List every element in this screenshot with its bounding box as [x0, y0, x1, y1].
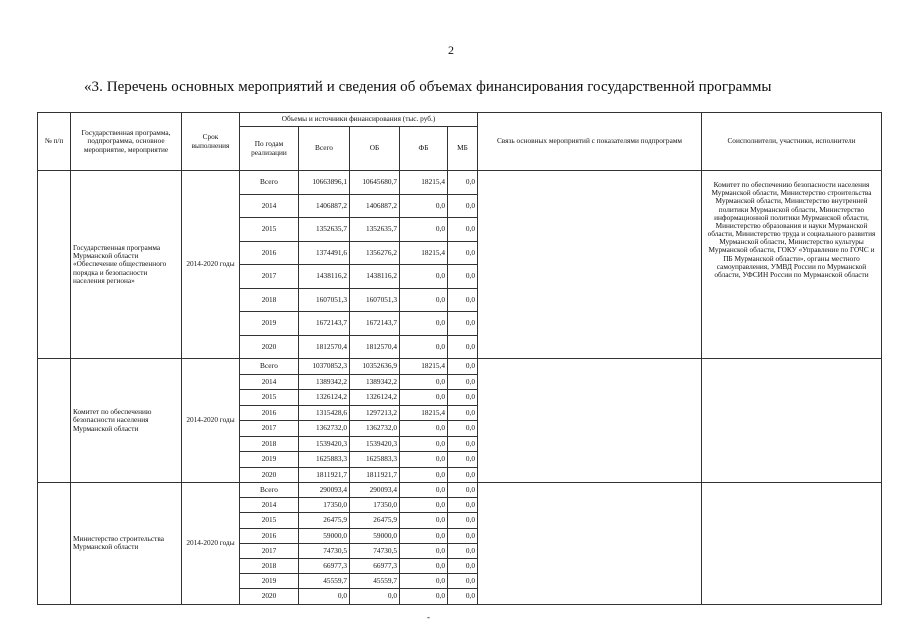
ob-cell: 1672143,7 [350, 312, 400, 336]
term-cell: 2014-2020 годы [182, 483, 240, 605]
executors-cell [702, 483, 882, 605]
mb-cell: 0,0 [448, 288, 478, 312]
year-cell: 2015 [240, 218, 299, 242]
year-cell: 2014 [240, 374, 299, 390]
fb-cell: 0,0 [400, 374, 448, 390]
year-cell: 2015 [240, 513, 299, 528]
fb-cell: 0,0 [400, 543, 448, 558]
mb-cell: 0,0 [448, 498, 478, 513]
fb-cell: 0,0 [400, 436, 448, 452]
header-total: Всего [299, 127, 350, 171]
total-cell: 1389342,2 [299, 374, 350, 390]
fb-cell: 0,0 [400, 513, 448, 528]
total-cell: 17350,0 [299, 498, 350, 513]
program-name-cell: Министерство строительства Мурманской области [71, 483, 182, 605]
total-cell: 1625883,3 [299, 452, 350, 468]
fb-cell: 18215,4 [400, 405, 448, 421]
mb-cell: 0,0 [448, 405, 478, 421]
fb-cell: 18215,4 [400, 359, 448, 375]
total-cell: 1352635,7 [299, 218, 350, 242]
fb-cell: 18215,4 [400, 241, 448, 265]
mb-cell: 0,0 [448, 483, 478, 498]
year-cell: 2016 [240, 405, 299, 421]
footer-mark: - [427, 612, 430, 622]
year-cell: 2017 [240, 543, 299, 558]
ob-cell: 1625883,3 [350, 452, 400, 468]
year-cell: 2018 [240, 558, 299, 573]
total-cell: 66977,3 [299, 558, 350, 573]
header-mb: МБ [448, 127, 478, 171]
mb-cell: 0,0 [448, 543, 478, 558]
year-cell: 2018 [240, 436, 299, 452]
year-cell: 2016 [240, 241, 299, 265]
mb-cell: 0,0 [448, 390, 478, 406]
ob-cell: 59000,0 [350, 528, 400, 543]
fb-cell: 0,0 [400, 558, 448, 573]
year-cell: 2020 [240, 589, 299, 604]
fb-cell: 0,0 [400, 312, 448, 336]
mb-cell: 0,0 [448, 589, 478, 604]
ob-cell: 17350,0 [350, 498, 400, 513]
mb-cell: 0,0 [448, 558, 478, 573]
header-executors: Соисполнители, участники, исполнители [702, 113, 882, 171]
year-cell: 2014 [240, 498, 299, 513]
total-cell: 45559,7 [299, 574, 350, 589]
fb-cell: 0,0 [400, 589, 448, 604]
year-cell: 2017 [240, 265, 299, 289]
header-years: По годам реализации [240, 127, 299, 171]
fb-cell: 0,0 [400, 335, 448, 359]
ob-cell: 10645680,7 [350, 171, 400, 195]
ob-cell: 1811921,7 [350, 467, 400, 483]
fb-cell: 0,0 [400, 467, 448, 483]
mb-cell: 0,0 [448, 194, 478, 218]
year-cell: Всего [240, 483, 299, 498]
fb-cell: 0,0 [400, 528, 448, 543]
executors-cell [702, 359, 882, 483]
link-indicators-cell [478, 483, 702, 605]
header-link: Связь основных мероприятий с показателями подпрограмм [478, 113, 702, 171]
year-cell: 2020 [240, 335, 299, 359]
page-number: 2 [448, 43, 454, 57]
total-cell: 74730,5 [299, 543, 350, 558]
mb-cell: 0,0 [448, 436, 478, 452]
header-no: № п/п [38, 113, 71, 171]
mb-cell: 0,0 [448, 374, 478, 390]
year-cell: 2016 [240, 528, 299, 543]
year-cell: Всего [240, 171, 299, 195]
fb-cell: 0,0 [400, 452, 448, 468]
term-cell: 2014-2020 годы [182, 171, 240, 359]
term-cell: 2014-2020 годы [182, 359, 240, 483]
fb-cell: 0,0 [400, 288, 448, 312]
ob-cell: 10352636,9 [350, 359, 400, 375]
table-row [38, 483, 882, 498]
mb-cell: 0,0 [448, 171, 478, 195]
total-cell: 1607051,3 [299, 288, 350, 312]
ob-cell: 74730,5 [350, 543, 400, 558]
total-cell: 10370852,3 [299, 359, 350, 375]
ob-cell: 1438116,2 [350, 265, 400, 289]
total-cell: 1315428,6 [299, 405, 350, 421]
ob-cell: 1356276,2 [350, 241, 400, 265]
year-cell: 2019 [240, 312, 299, 336]
mb-cell: 0,0 [448, 574, 478, 589]
header-program: Государственная программа, подпрограмма, основное мероприятие, мероприятие [71, 113, 182, 171]
mb-cell: 0,0 [448, 467, 478, 483]
total-cell: 1812570,4 [299, 335, 350, 359]
total-cell: 290093,4 [299, 483, 350, 498]
header-volumes: Объемы и источники финансирования (тыс. руб.) [240, 113, 478, 127]
mb-cell: 0,0 [448, 513, 478, 528]
link-indicators-cell [478, 171, 702, 359]
ob-cell: 66977,3 [350, 558, 400, 573]
ob-cell: 1362732,0 [350, 421, 400, 437]
mb-cell: 0,0 [448, 312, 478, 336]
total-cell: 1438116,2 [299, 265, 350, 289]
fb-cell: 0,0 [400, 390, 448, 406]
mb-cell: 0,0 [448, 218, 478, 242]
fb-cell: 0,0 [400, 265, 448, 289]
ob-cell: 1389342,2 [350, 374, 400, 390]
ob-cell: 1607051,3 [350, 288, 400, 312]
link-indicators-cell [478, 359, 702, 483]
year-cell: 2020 [240, 467, 299, 483]
program-name-cell: Комитет по обеспечению безопасности населения Мурманской области [71, 359, 182, 483]
executors-cell: Комитет по обеспечению безопасности населения Мурманской области, Министерство строительства Мурманской области, Министерство внутренней политики Мурманской области, Министерство информационной политики Мурманской области, Министерство образования и науки Мурманской области, Министерство труда и социального развития Мурманской области, Министерство культуры Мурманской области, ГОКУ «Управление по ГОЧС и ПБ Мурманской области», органы местного самоуправления, УМВД России по Мурманской области, УФСИН России по Мурманской области [702, 171, 882, 359]
mb-cell: 0,0 [448, 265, 478, 289]
mb-cell: 0,0 [448, 528, 478, 543]
table-row [38, 171, 882, 195]
total-cell: 1326124,2 [299, 390, 350, 406]
year-cell: 2019 [240, 452, 299, 468]
total-cell: 1672143,7 [299, 312, 350, 336]
ob-cell: 26475,9 [350, 513, 400, 528]
total-cell: 1374491,6 [299, 241, 350, 265]
header-fb: ФБ [400, 127, 448, 171]
mb-cell: 0,0 [448, 335, 478, 359]
fb-cell: 0,0 [400, 483, 448, 498]
section-title: «3. Перечень основных мероприятий и сведения об объемах финансирования государственной программы [84, 79, 772, 95]
header-ob: ОБ [350, 127, 400, 171]
year-cell: 2018 [240, 288, 299, 312]
table-row [38, 359, 882, 375]
fb-cell: 0,0 [400, 574, 448, 589]
year-cell: Всего [240, 359, 299, 375]
row-number-cell [38, 171, 71, 359]
fb-cell: 0,0 [400, 421, 448, 437]
mb-cell: 0,0 [448, 359, 478, 375]
row-number-cell [38, 483, 71, 605]
ob-cell: 290093,4 [350, 483, 400, 498]
fb-cell: 0,0 [400, 194, 448, 218]
row-number-cell [38, 359, 71, 483]
total-cell: 10663896,1 [299, 171, 350, 195]
total-cell: 1406887,2 [299, 194, 350, 218]
ob-cell: 1297213,2 [350, 405, 400, 421]
ob-cell: 1406887,2 [350, 194, 400, 218]
program-name-cell: Государственная программа Мурманской области «Обеспечение общественного порядка и безопасности населения региона» [71, 171, 182, 359]
mb-cell: 0,0 [448, 421, 478, 437]
ob-cell: 1326124,2 [350, 390, 400, 406]
year-cell: 2014 [240, 194, 299, 218]
year-cell: 2017 [240, 421, 299, 437]
ob-cell: 0,0 [350, 589, 400, 604]
year-cell: 2019 [240, 574, 299, 589]
total-cell: 26475,9 [299, 513, 350, 528]
total-cell: 1539420,3 [299, 436, 350, 452]
ob-cell: 1812570,4 [350, 335, 400, 359]
total-cell: 1811921,7 [299, 467, 350, 483]
mb-cell: 0,0 [448, 452, 478, 468]
fb-cell: 0,0 [400, 218, 448, 242]
mb-cell: 0,0 [448, 241, 478, 265]
total-cell: 0,0 [299, 589, 350, 604]
ob-cell: 45559,7 [350, 574, 400, 589]
fb-cell: 0,0 [400, 498, 448, 513]
total-cell: 59000,0 [299, 528, 350, 543]
funding-table [37, 112, 882, 605]
total-cell: 1362732,0 [299, 421, 350, 437]
ob-cell: 1539420,3 [350, 436, 400, 452]
header-term: Срок выполнения [182, 113, 240, 171]
ob-cell: 1352635,7 [350, 218, 400, 242]
year-cell: 2015 [240, 390, 299, 406]
fb-cell: 18215,4 [400, 171, 448, 195]
